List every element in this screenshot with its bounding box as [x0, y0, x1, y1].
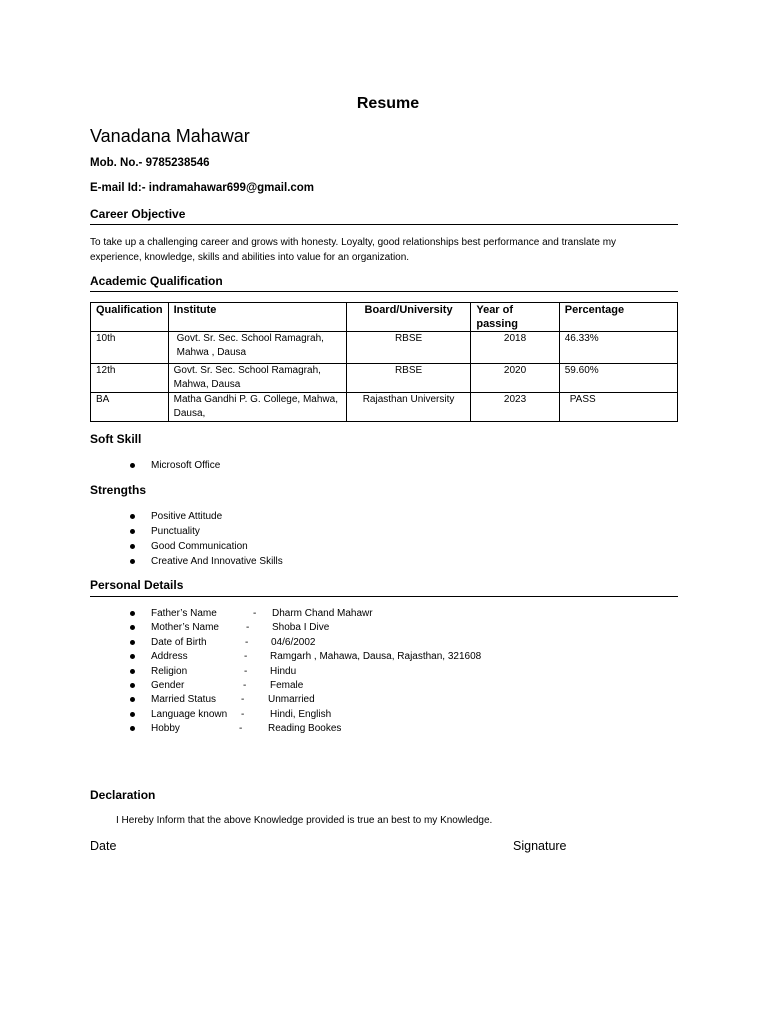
column-header: Board/University [346, 303, 471, 332]
personal-detail-row [151, 635, 651, 649]
bullet-icon [130, 669, 135, 674]
table-cell: Matha Gandhi P. G. College, Mahwa, Dausa, [168, 393, 346, 422]
detail-value: Hindi, English [270, 708, 332, 720]
list-item [151, 554, 283, 569]
list-item [151, 524, 283, 539]
detail-separator: - [239, 723, 243, 735]
table-cell: Govt. Sr. Sec. School Ramagrah, Mahwa, Dausa [168, 364, 346, 393]
personal-detail-row [151, 678, 651, 692]
detail-separator: - [243, 679, 247, 691]
column-header: Institute [168, 303, 346, 332]
bullet-icon [130, 683, 135, 688]
list-item-text: Positive Attitude [151, 511, 223, 522]
mobile-number: Mob. No.- 9785238546 [90, 157, 210, 169]
bullet-icon [130, 640, 135, 645]
detail-value: Dharm Chand Mahawr [272, 608, 373, 619]
table-cell: Rajasthan University [346, 393, 471, 422]
bullet-icon [130, 463, 135, 468]
detail-label: Hobby [151, 723, 180, 735]
declaration-text: I Hereby Inform that the above Knowledge provided is true an best to my Knowledge. [116, 815, 493, 826]
detail-label: Gender [151, 679, 185, 691]
detail-separator: - [244, 665, 248, 677]
personal-details-heading: Personal Details [90, 578, 184, 592]
detail-value: Hindu [270, 665, 297, 677]
table-cell: 2018 [471, 332, 559, 364]
detail-label: Language known [151, 708, 228, 720]
table-row [91, 364, 678, 393]
list-item [151, 509, 283, 524]
personal-details-list [151, 606, 651, 736]
detail-separator: - [244, 651, 248, 663]
detail-separator: - [241, 708, 245, 720]
bullet-icon [130, 544, 135, 549]
candidate-name: Vanadana Mahawar [90, 126, 250, 146]
table-header-row [91, 303, 678, 332]
bullet-icon [130, 697, 135, 702]
detail-label: Address [151, 651, 188, 663]
bullet-icon [130, 514, 135, 519]
table-cell: 12th [91, 364, 169, 393]
table-cell: PASS [559, 393, 677, 422]
detail-value: Reading Bookes [268, 723, 342, 735]
personal-detail-row [151, 664, 651, 678]
table-cell: 46.33% [559, 332, 677, 364]
academic-heading: Academic Qualification [90, 274, 223, 288]
strengths-list [151, 509, 283, 569]
table-cell: 2023 [471, 393, 559, 422]
email-address: E-mail Id:- indramahawar699@gmail.com [90, 182, 315, 194]
personal-detail-row [151, 649, 651, 663]
strengths-heading: Strengths [90, 483, 147, 497]
detail-value: Shoba I Dive [272, 622, 330, 634]
bullet-icon [130, 559, 135, 564]
personal-detail-row [151, 620, 651, 634]
bullet-icon [130, 611, 135, 616]
bullet-icon [130, 625, 135, 630]
table-cell: 10th [91, 332, 169, 364]
list-item-text: Good Communication [151, 541, 248, 552]
column-header: Year of passing [471, 303, 559, 332]
bullet-icon [130, 654, 135, 659]
career-objective-text: To take up a challenging career and grows with honesty. Loyalty, good relationships best performance and translate my experience, knowledge, skills and abilities into value for an organization. [90, 237, 617, 263]
detail-label: Mother’s Name [151, 622, 219, 634]
bullet-icon [130, 529, 135, 534]
detail-label: Date of Birth [151, 636, 207, 648]
column-header: Qualification [91, 303, 169, 332]
table-row [91, 393, 678, 422]
detail-separator: - [245, 636, 249, 648]
signature-label: Signature [513, 839, 567, 853]
detail-label: Religion [151, 665, 188, 677]
declaration-heading: Declaration [90, 788, 156, 802]
detail-separator: - [246, 622, 250, 634]
personal-detail-row [151, 606, 651, 620]
table-row [91, 332, 678, 364]
date-label: Date [90, 839, 117, 853]
section-divider [90, 291, 678, 292]
personal-detail-row [151, 721, 651, 735]
table-cell: Govt. Sr. Sec. School Ramagrah, Mahwa , Dausa [168, 332, 346, 364]
detail-value: Unmarried [268, 694, 315, 706]
table-cell: 59.60% [559, 364, 677, 393]
detail-label: Married Status [151, 694, 217, 706]
academic-table [90, 302, 678, 422]
detail-separator: - [241, 694, 245, 706]
section-divider [90, 224, 678, 225]
soft-skill-list [151, 458, 220, 473]
soft-skill-heading: Soft Skill [90, 432, 142, 446]
bullet-icon [130, 726, 135, 731]
list-item-text: Creative And Innovative Skills [151, 556, 283, 567]
table-cell: RBSE [346, 332, 471, 364]
detail-separator: - [253, 608, 257, 619]
detail-value: Ramgarh , Mahawa, Dausa, Rajasthan, 321608 [270, 651, 482, 663]
career-objective-heading: Career Objective [90, 207, 186, 221]
table-cell: RBSE [346, 364, 471, 393]
detail-label: Father’s Name [151, 608, 217, 619]
list-item [151, 539, 283, 554]
personal-detail-row [151, 692, 651, 706]
list-item-text: Microsoft Office [151, 460, 221, 471]
bullet-icon [130, 712, 135, 717]
column-header: Percentage [559, 303, 677, 332]
table-cell: BA [91, 393, 169, 422]
list-item-text: Punctuality [151, 526, 200, 537]
personal-detail-row [151, 707, 651, 721]
detail-value: Female [270, 679, 304, 691]
document-title: Resume [356, 95, 420, 112]
table-cell: 2020 [471, 364, 559, 393]
list-item [151, 458, 220, 473]
section-divider [90, 596, 678, 597]
detail-value: 04/6/2002 [271, 636, 316, 648]
